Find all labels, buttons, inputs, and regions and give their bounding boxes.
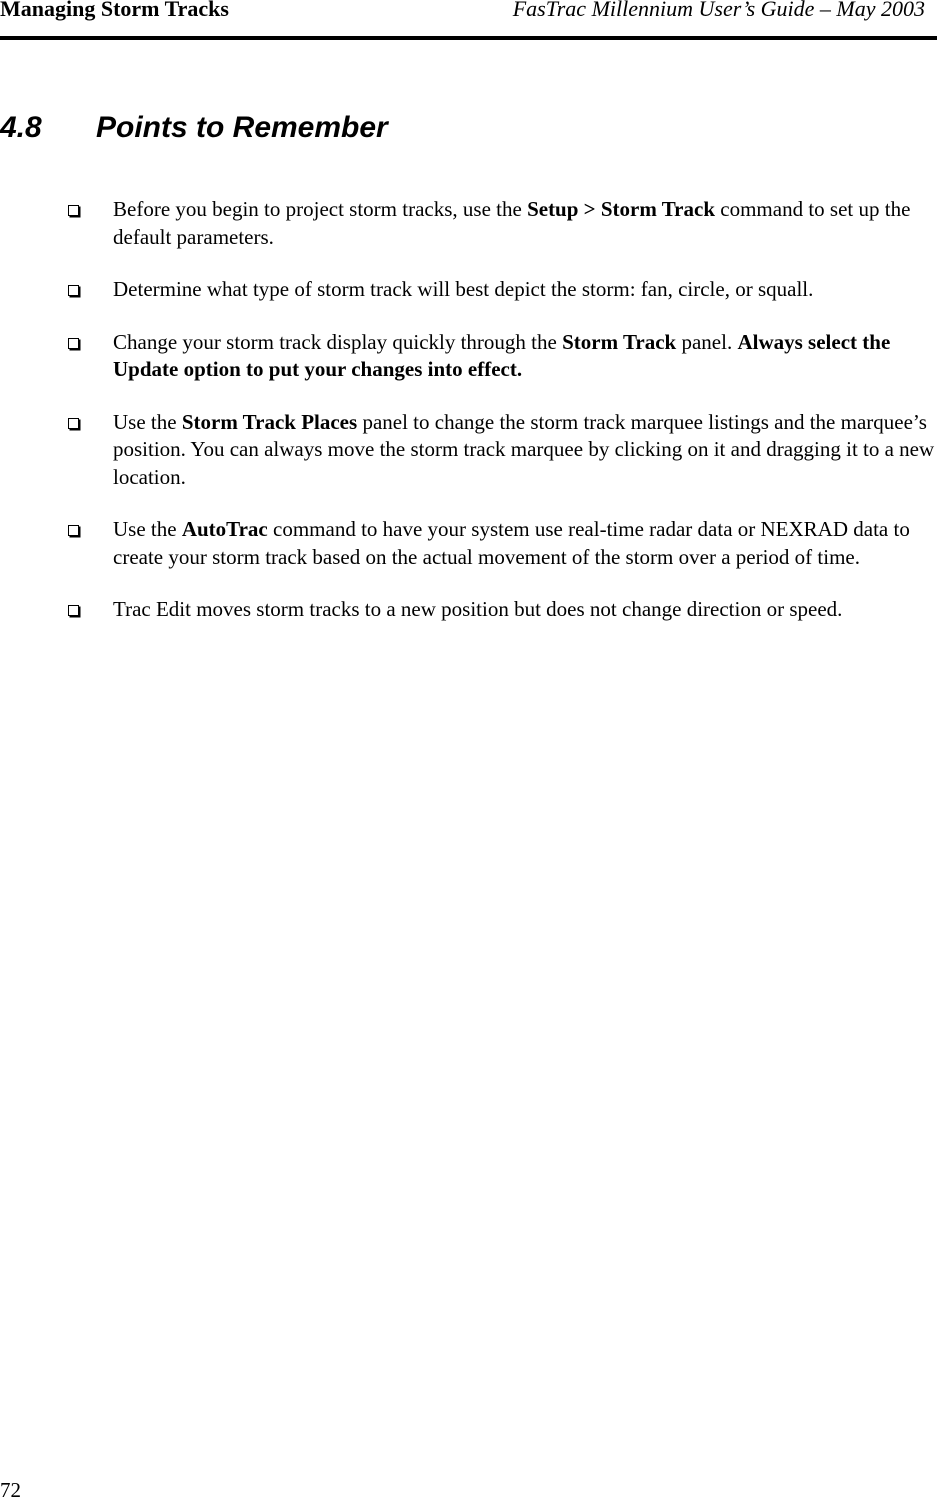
bullet-item — [0, 329, 937, 384]
checkbox-bullet-icon — [68, 338, 79, 349]
bullet-item — [0, 276, 937, 304]
bullet-item — [0, 409, 937, 492]
bullet-text: command to set up the default parameters. — [113, 197, 911, 249]
checkbox-bullet-icon — [68, 285, 79, 296]
bullet-bold-text: Storm Track — [562, 329, 677, 354]
bullet-text: Use the — [113, 409, 182, 434]
bullet-bold-text: Setup > Storm Track — [527, 197, 716, 221]
bullet-item — [0, 516, 937, 571]
bullet-list — [0, 196, 937, 649]
bullet-text: Determine what type of storm track will best depict the storm: fan, circle, or squall. — [113, 277, 814, 301]
checkbox-bullet-icon — [68, 525, 79, 536]
bullet-item — [0, 596, 937, 624]
bullet-item — [0, 196, 937, 251]
bullet-text: Trac Edit moves storm tracks to a new position but does not change direction or speed. — [113, 597, 843, 621]
bullet-text: panel to change the storm track marquee listings and the marquee’s position. You can always move the storm track marquee by clicking on it and dragging it to a new location. — [113, 409, 935, 489]
section-heading — [0, 108, 388, 148]
bullet-bold-text: Storm Track Places — [181, 409, 358, 434]
guide-title: FasTrac Millennium User’s Guide – May 2003 — [512, 0, 925, 21]
bullet-text: command to have your system use real-time radar data or NEXRAD data to create your storm track based on the actual movement of the storm over a period of time. — [113, 517, 910, 569]
bullet-text: panel. — [676, 329, 738, 354]
checkbox-bullet-icon — [68, 605, 79, 616]
page-number: 72 — [0, 1478, 21, 1502]
bullet-text: Before you begin to project storm tracks, use the — [113, 197, 528, 221]
running-header — [0, 0, 937, 40]
section-title-text: Points to Remember — [96, 111, 388, 144]
checkbox-bullet-icon — [68, 205, 79, 216]
section-number: 4.8 — [0, 111, 42, 144]
bullet-text: Change your storm track display quickly through the — [113, 329, 563, 354]
bullet-text: Use the — [113, 517, 182, 541]
checkbox-bullet-icon — [68, 418, 79, 429]
bullet-bold-text: Always select the Update option to put your changes into effect. — [113, 329, 891, 381]
bullet-bold-text: AutoTrac — [181, 517, 268, 541]
chapter-title: Managing Storm Tracks — [0, 0, 229, 21]
